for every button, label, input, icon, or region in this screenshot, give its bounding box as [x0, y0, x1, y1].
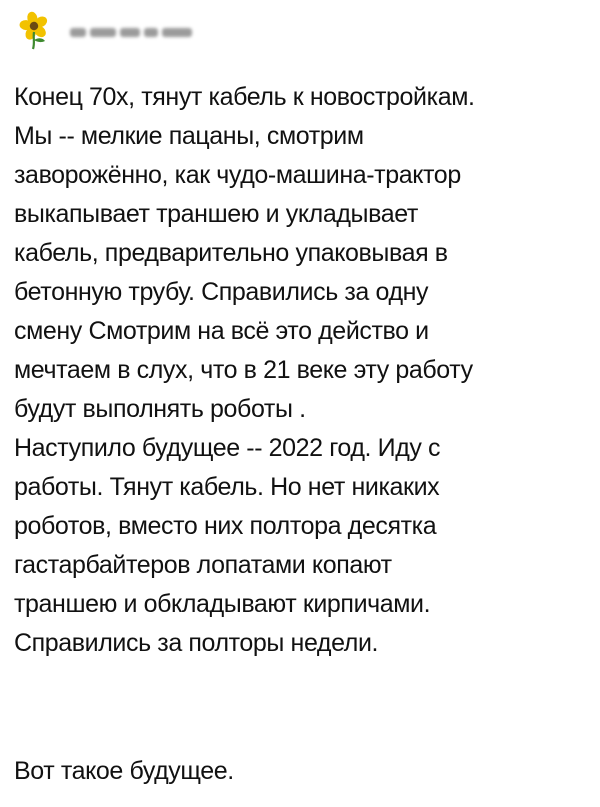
post-line: работы. Тянут кабель. Но нет никаких — [14, 473, 440, 501]
flower-avatar-icon[interactable] — [14, 10, 54, 50]
post-line: Конец 70х, тянут кабель к новостройкам. — [14, 83, 475, 111]
post-line: роботов, вместо них полтора десятка — [14, 512, 437, 540]
post-body — [14, 78, 592, 663]
post-line: выкапывает траншею и укладывает — [14, 200, 418, 228]
post-line: заворожённо, как чудо-машина-трактор — [14, 161, 461, 189]
post-line: мечтаем в слух, что в 21 веке эту работу — [14, 356, 473, 384]
post-line: бетонную трубу. Справились за одну — [14, 278, 429, 306]
post-line: будут выполнять роботы . — [14, 395, 306, 423]
post-line: смену Смотрим на всё это действо и — [14, 317, 429, 345]
post-line: траншею и обкладывают кирпичами. — [14, 590, 431, 618]
author-header[interactable] — [14, 8, 220, 52]
post-line: Справились за полторы недели. — [14, 629, 379, 657]
post-line: гастарбайтеров лопатами копают — [14, 551, 392, 579]
post-line: кабель, предварительно упаковывая в — [14, 239, 448, 267]
post-line: Мы -- мелкие пацаны, смотрим — [14, 122, 364, 150]
post-closing-line: Вот такое будущее. — [14, 757, 234, 785]
username-blurred[interactable] — [70, 26, 220, 38]
post-line: Наступило будущее -- 2022 год. Иду с — [14, 434, 441, 462]
